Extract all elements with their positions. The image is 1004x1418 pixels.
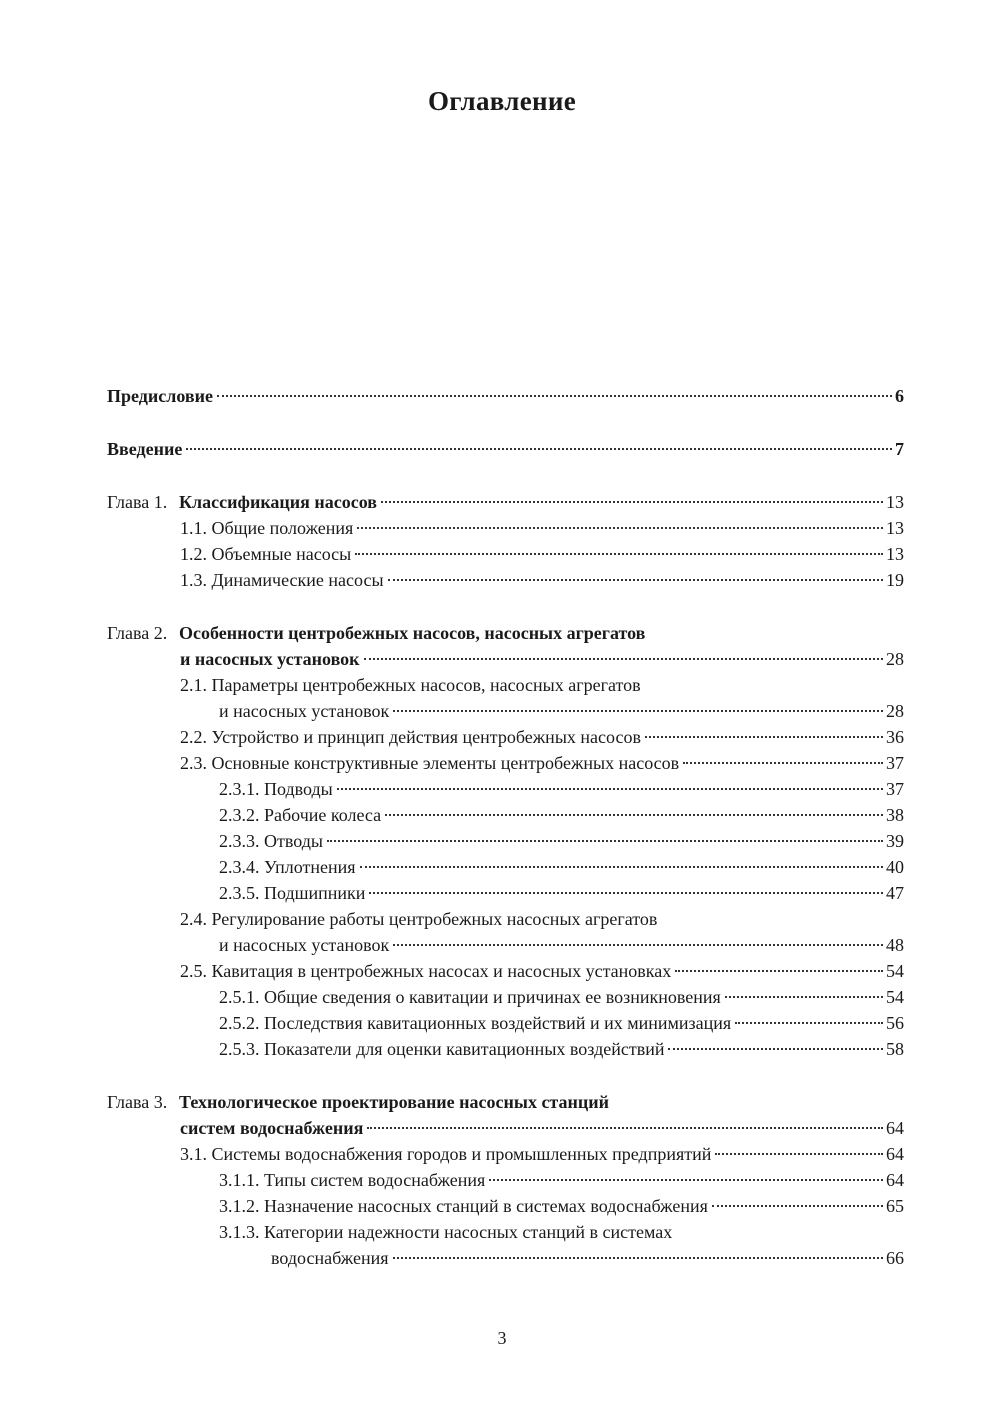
chapter-title-continued: и насосных установок [180, 649, 360, 669]
toc-page-number: 65 [886, 1196, 904, 1216]
toc-page-number: 48 [886, 935, 904, 955]
toc-page-number: 28 [886, 649, 904, 669]
toc-entry-section-3-1[interactable] [107, 1141, 904, 1167]
dot-leader [725, 996, 883, 998]
toc-entry-title: Предисловие [107, 386, 213, 406]
toc-entry-subsection-2-5-1[interactable] [107, 984, 904, 1010]
toc-page-number: 19 [886, 570, 904, 590]
toc-entry-subsection-3-1-3[interactable] [107, 1245, 904, 1271]
toc-entry-title: 2.3.4. Уплотнения [219, 857, 356, 877]
dot-leader [360, 866, 883, 868]
toc-page-number: 64 [886, 1144, 904, 1164]
toc-page-number: 64 [886, 1118, 904, 1138]
toc-page-number: 47 [886, 883, 904, 903]
dot-leader [367, 1127, 883, 1129]
toc-entry-title: и насосных установок [219, 935, 390, 955]
toc-entry-title: 2.5.3. Показатели для оценки кавитационных воздействий [219, 1039, 665, 1059]
toc-entry-subsection-2-3-4[interactable] [107, 854, 904, 880]
dot-leader [327, 840, 883, 842]
toc-entry-title: 3.1. Системы водоснабжения городов и промышленных предприятий [180, 1144, 712, 1164]
dot-leader [645, 736, 883, 738]
toc-entry-section-2-5[interactable] [107, 958, 904, 984]
chapter-title: Классификация насосов [179, 492, 378, 512]
toc-entry-title: Введение [107, 439, 183, 459]
dot-leader [712, 1205, 883, 1207]
dot-leader [683, 762, 883, 764]
toc-entry-section-2-4[interactable] [107, 932, 904, 958]
toc-page-number: 54 [886, 987, 904, 1007]
toc-entry-title: 2.3.2. Рабочие колеса [219, 805, 382, 825]
toc-entry-section-1-1[interactable] [107, 515, 904, 541]
toc-entry-title: 2.5.1. Общие сведения о кавитации и причинах ее возникновения [219, 987, 721, 1007]
toc-entry-chapter-3[interactable] [107, 1115, 904, 1141]
toc-entry-section-2-2[interactable] [107, 724, 904, 750]
toc-entry-section-2-4-line1[interactable]: 2.4. Регулирование работы центробежных насосных агрегатов [180, 909, 658, 929]
toc-page-number: 13 [886, 492, 904, 512]
toc-entry-section-1-2[interactable] [107, 541, 904, 567]
toc-entry-chapter-3-line1[interactable] [107, 1089, 904, 1115]
toc-entry-section-2-3[interactable] [107, 750, 904, 776]
page-title: Оглавление [428, 86, 576, 116]
toc-entry-section-2-1[interactable] [107, 698, 904, 724]
toc-entry-title: 3.1.2. Назначение насосных станций в системах водоснабжения [219, 1196, 708, 1216]
dot-leader [364, 658, 883, 660]
toc-entry-title: и насосных установок [219, 701, 390, 721]
toc-page-number: 58 [886, 1039, 904, 1059]
toc-entry-title: 1.1. Общие положения [180, 518, 354, 538]
toc-entry-title: 2.2. Устройство и принцип действия центробежных насосов [180, 727, 641, 747]
dot-leader [715, 1153, 883, 1155]
chapter-label: Глава 2. [107, 623, 168, 643]
toc-entry-chapter-2[interactable] [107, 646, 904, 672]
toc-entry-subsection-2-5-2[interactable] [107, 1010, 904, 1036]
dot-leader [337, 788, 883, 790]
toc-page-number: 38 [886, 805, 904, 825]
toc-entry-title: 2.3.5. Подшипники [219, 883, 366, 903]
dot-leader [393, 944, 883, 946]
toc-entry-title: 1.2. Объемные насосы [180, 544, 352, 564]
toc-entry-subsection-2-3-2[interactable] [107, 802, 904, 828]
chapter-title-continued: систем водоснабжения [180, 1118, 364, 1138]
toc-page-number: 13 [886, 544, 904, 564]
toc-page-number: 54 [886, 961, 904, 981]
toc-page-number: 13 [886, 518, 904, 538]
dot-leader [186, 448, 892, 450]
dot-leader [668, 1048, 883, 1050]
toc-entry-title: водоснабжения [271, 1248, 389, 1268]
dot-leader [381, 501, 883, 503]
toc-entry-subsection-3-1-1[interactable] [107, 1167, 904, 1193]
toc-entry-preface[interactable] [107, 383, 904, 409]
page-number: 3 [497, 1328, 507, 1348]
toc-page-number: 37 [886, 779, 904, 799]
toc-page-number: 66 [886, 1248, 904, 1268]
toc-entry-chapter-2-line1[interactable] [107, 620, 904, 646]
toc-page-number: 64 [886, 1170, 904, 1190]
dot-leader [385, 814, 883, 816]
toc-page-number: 56 [886, 1013, 904, 1033]
dot-leader [355, 553, 883, 555]
toc-entry-title: 3.1.1. Типы систем водоснабжения [219, 1170, 486, 1190]
chapter-label: Глава 3. [107, 1092, 168, 1112]
toc-entry-chapter-1[interactable] [107, 489, 904, 515]
dot-leader [393, 1257, 883, 1259]
dot-leader [393, 710, 883, 712]
toc-entry-title: 2.3.1. Подводы [219, 779, 333, 799]
dot-leader [388, 579, 883, 581]
toc-entry-introduction[interactable] [107, 436, 904, 462]
toc-entry-subsection-2-3-5[interactable] [107, 880, 904, 906]
toc-entry-title: 2.3.3. Отводы [219, 831, 323, 851]
dot-leader [369, 892, 883, 894]
chapter-title: Особенности центробежных насосов, насосных агрегатов [179, 623, 646, 643]
toc-page-number: 39 [886, 831, 904, 851]
toc-entry-subsection-2-5-3[interactable] [107, 1036, 904, 1062]
toc-page-number: 36 [886, 727, 904, 747]
toc-page-number: 37 [886, 753, 904, 773]
toc-entry-subsection-3-1-2[interactable] [107, 1193, 904, 1219]
toc-entry-subsection-2-3-1[interactable] [107, 776, 904, 802]
toc-page-number: 40 [886, 857, 904, 877]
toc-page-number: 6 [895, 386, 904, 406]
toc-page-number: 28 [886, 701, 904, 721]
dot-leader [217, 395, 892, 397]
dot-leader [675, 970, 883, 972]
toc-entry-title: 1.3. Динамические насосы [180, 570, 384, 590]
dot-leader [735, 1022, 883, 1024]
toc-entry-subsection-2-3-3[interactable] [107, 828, 904, 854]
table-of-contents [107, 383, 904, 1271]
toc-entry-subsection-3-1-3-line1[interactable]: 3.1.3. Категории надежности насосных станций в системах [219, 1222, 673, 1242]
chapter-title: Технологическое проектирование насосных станций [179, 1092, 609, 1112]
toc-entry-title: 2.5. Кавитация в центробежных насосах и насосных установках [180, 961, 672, 981]
dot-leader [489, 1179, 883, 1181]
toc-entry-title: 2.5.2. Последствия кавитационных воздействий и их минимизация [219, 1013, 732, 1033]
chapter-label: Глава 1. [107, 492, 168, 512]
toc-page-number: 7 [895, 439, 904, 459]
toc-entry-section-1-3[interactable] [107, 567, 904, 593]
toc-entry-title: 2.3. Основные конструктивные элементы центробежных насосов [180, 753, 680, 773]
dot-leader [357, 527, 883, 529]
toc-entry-section-2-1-line1[interactable]: 2.1. Параметры центробежных насосов, насосных агрегатов [180, 675, 641, 695]
